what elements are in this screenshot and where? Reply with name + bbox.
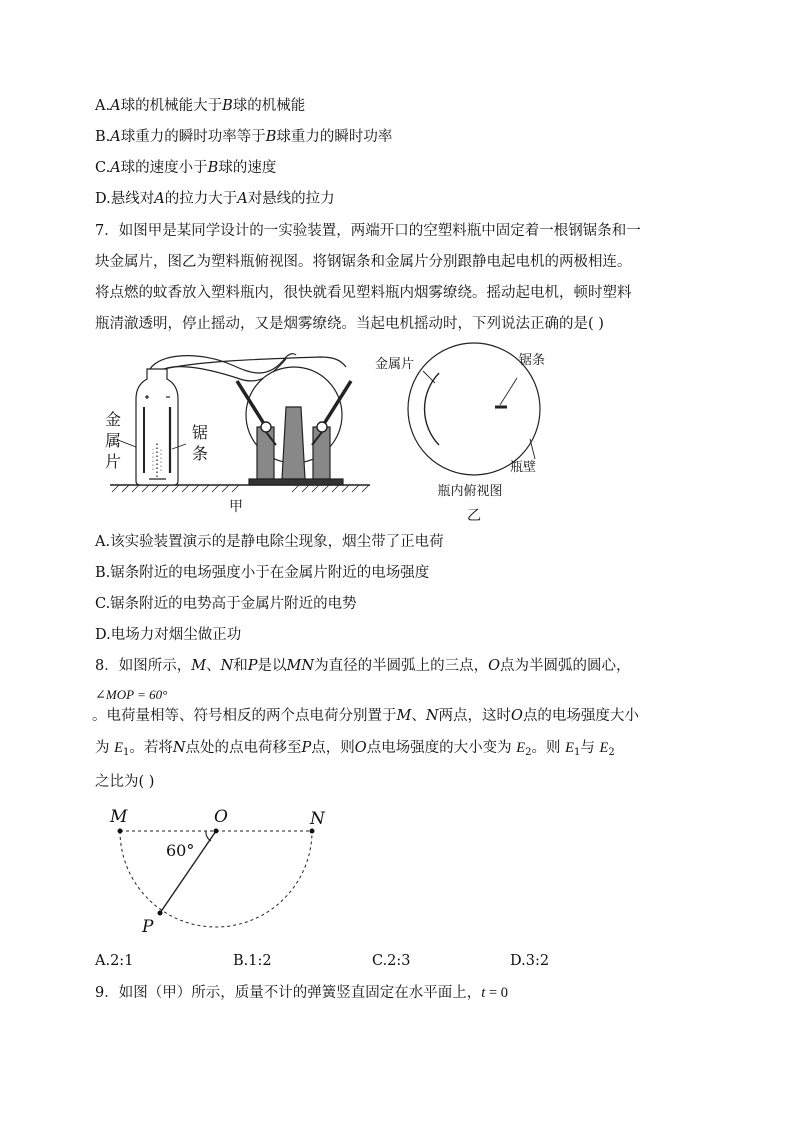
symbol: B [265, 129, 277, 145]
option-text: 球重力的瞬时功率等于 [120, 129, 266, 145]
text: 点为半圆弧的圆心， [499, 658, 631, 674]
q8-stem-line-3 [92, 706, 639, 726]
option-text: 的拉力大于 [164, 191, 238, 207]
symbol: A [154, 191, 165, 207]
q6-option-a[interactable] [95, 96, 305, 116]
subscript: 2 [608, 747, 615, 758]
symbol: O [354, 740, 367, 756]
symbol: N [220, 658, 234, 674]
option-text: 球的速度 [218, 160, 277, 176]
semicircle-figure [100, 805, 340, 940]
yi-metal-plate-label: 金属片 [375, 357, 415, 372]
text: 。若将 [129, 740, 173, 756]
metal-plate-label [104, 409, 122, 472]
q8-option-b[interactable]: B.1:2 [233, 953, 272, 969]
option-prefix: B. [95, 129, 111, 145]
symbol: E [114, 740, 123, 756]
q6-option-c[interactable] [95, 158, 276, 178]
q8-stem-line-1 [95, 656, 630, 676]
option-prefix: A. [95, 98, 111, 114]
point-o-label: O [214, 807, 228, 827]
point-m-label: M [110, 807, 128, 827]
option-text: 对悬线的拉力 [247, 191, 335, 207]
text: 点处的点电荷移至 [185, 740, 302, 756]
q7-stem-line-4: 瓶清澈透明，停止摇动，又是烟雾缭绕。当起电机摇动时，下列说法正确的是( ) [95, 316, 604, 332]
symbol: N [425, 708, 439, 724]
symbol: MN [286, 658, 315, 674]
q6-option-b[interactable] [95, 127, 392, 147]
top-view-label: 瓶内俯视图 [437, 484, 503, 499]
text: 8．如图所示， [95, 658, 192, 674]
q8-option-a[interactable]: A.2:1 [95, 953, 134, 969]
label-char: 片 [104, 452, 121, 471]
angle-label: 60° [166, 841, 195, 860]
q8-option-c[interactable]: C.2:3 [372, 953, 411, 969]
q7-option-c[interactable]: C.锯条附近的电势高于金属片附近的电势 [95, 596, 357, 612]
q7-option-b[interactable]: B.锯条附近的电场强度小于在金属片附近的电场强度 [95, 565, 430, 581]
text: 与 [580, 740, 600, 756]
angle-formula: ∠MOP = 60° [95, 687, 168, 702]
symbol: M [191, 658, 207, 674]
text: 为 [95, 740, 115, 756]
text: 、 [206, 658, 221, 674]
point-p-label: P [142, 917, 154, 937]
symbol: O [488, 658, 500, 674]
symbol: E [516, 740, 526, 756]
symbol: E [599, 740, 609, 756]
subscript: 2 [525, 747, 532, 758]
q9-stem-line-1 [95, 983, 508, 1003]
option-text: 球的速度小于 [120, 160, 208, 176]
symbol: N [172, 740, 186, 756]
symbol: A [237, 191, 248, 207]
option-prefix: C. [95, 160, 111, 176]
text: 为直径的半圆弧上的三点， [314, 658, 489, 674]
symbol: A [110, 160, 121, 176]
symbol: O [511, 708, 523, 724]
yi-saw-blade-label: 锯条 [519, 353, 546, 368]
figure-jia [100, 345, 380, 520]
q8-stem-line-5: 之比为( ) [95, 774, 155, 790]
option-text: 球的机械能 [232, 98, 306, 114]
symbol: A [110, 129, 121, 145]
text: 、 [411, 708, 426, 724]
symbol: B [207, 160, 219, 176]
symbol: A [110, 98, 121, 114]
label-char: 锯 [191, 423, 208, 442]
option-text: 球的机械能大于 [120, 98, 223, 114]
bottle-wall-label: 瓶壁 [510, 460, 537, 475]
q7-option-d[interactable]: D.电场力对烟尘做正功 [95, 627, 242, 643]
text: 9．如图（甲）所示，质量不计的弹簧竖直固定在水平面上， [95, 985, 482, 1001]
figure-yi [375, 343, 555, 493]
figure-jia-drawing [100, 345, 380, 520]
point-n-label: N [310, 809, 325, 829]
symbol: t [481, 985, 486, 1001]
text: = 0 [485, 985, 508, 1001]
q6-option-d[interactable] [95, 189, 335, 209]
q7-stem-line-1: 7．如图甲是某同学设计的一实验装置，两端开口的空塑料瓶中固定着一根钢锯条和一 [95, 223, 641, 239]
text: 两点，这时 [438, 708, 512, 724]
q7-stem-line-3: 将点燃的蚊香放入塑料瓶内，很快就看见塑料瓶内烟雾缭绕。摇动起电机，顿时塑料 [95, 285, 632, 301]
subscript: 1 [122, 747, 130, 758]
figure-jia-caption: 甲 [229, 499, 243, 515]
text: 点的电场强度大小 [522, 708, 639, 724]
label-char: 金 [104, 410, 121, 429]
q8-stem-line-4 [95, 738, 615, 758]
text: 点，则 [311, 740, 355, 756]
figure-yi-caption: 乙 [467, 508, 481, 524]
symbol: P [301, 740, 312, 756]
text: 和 [233, 658, 248, 674]
option-text: 球重力的瞬时功率 [276, 129, 393, 145]
symbol: E [565, 740, 574, 756]
symbol: P [247, 658, 258, 674]
symbol: B [222, 98, 233, 114]
q8-option-d[interactable]: D.3:2 [510, 953, 550, 969]
option-prefix: D.悬线对 [95, 191, 155, 207]
subscript: 1 [574, 747, 581, 758]
text: 。则 [531, 740, 566, 756]
q7-stem-line-2: 块金属片，图乙为塑料瓶俯视图。将钢锯条和金属片分别跟静电起电机的两极相连。 [95, 254, 632, 270]
symbol: M [396, 708, 412, 724]
text: 点电场强度的大小变为 [366, 740, 517, 756]
text: 是以 [257, 658, 287, 674]
text: 。电荷量相等、符号相反的两个点电荷分别置于 [92, 708, 397, 724]
label-char: 属 [104, 431, 121, 450]
q7-option-a[interactable]: A.该实验装置演示的是静电除尘现象，烟尘带了正电荷 [95, 534, 444, 550]
label-char: 条 [191, 444, 208, 463]
saw-blade-label [191, 422, 209, 464]
